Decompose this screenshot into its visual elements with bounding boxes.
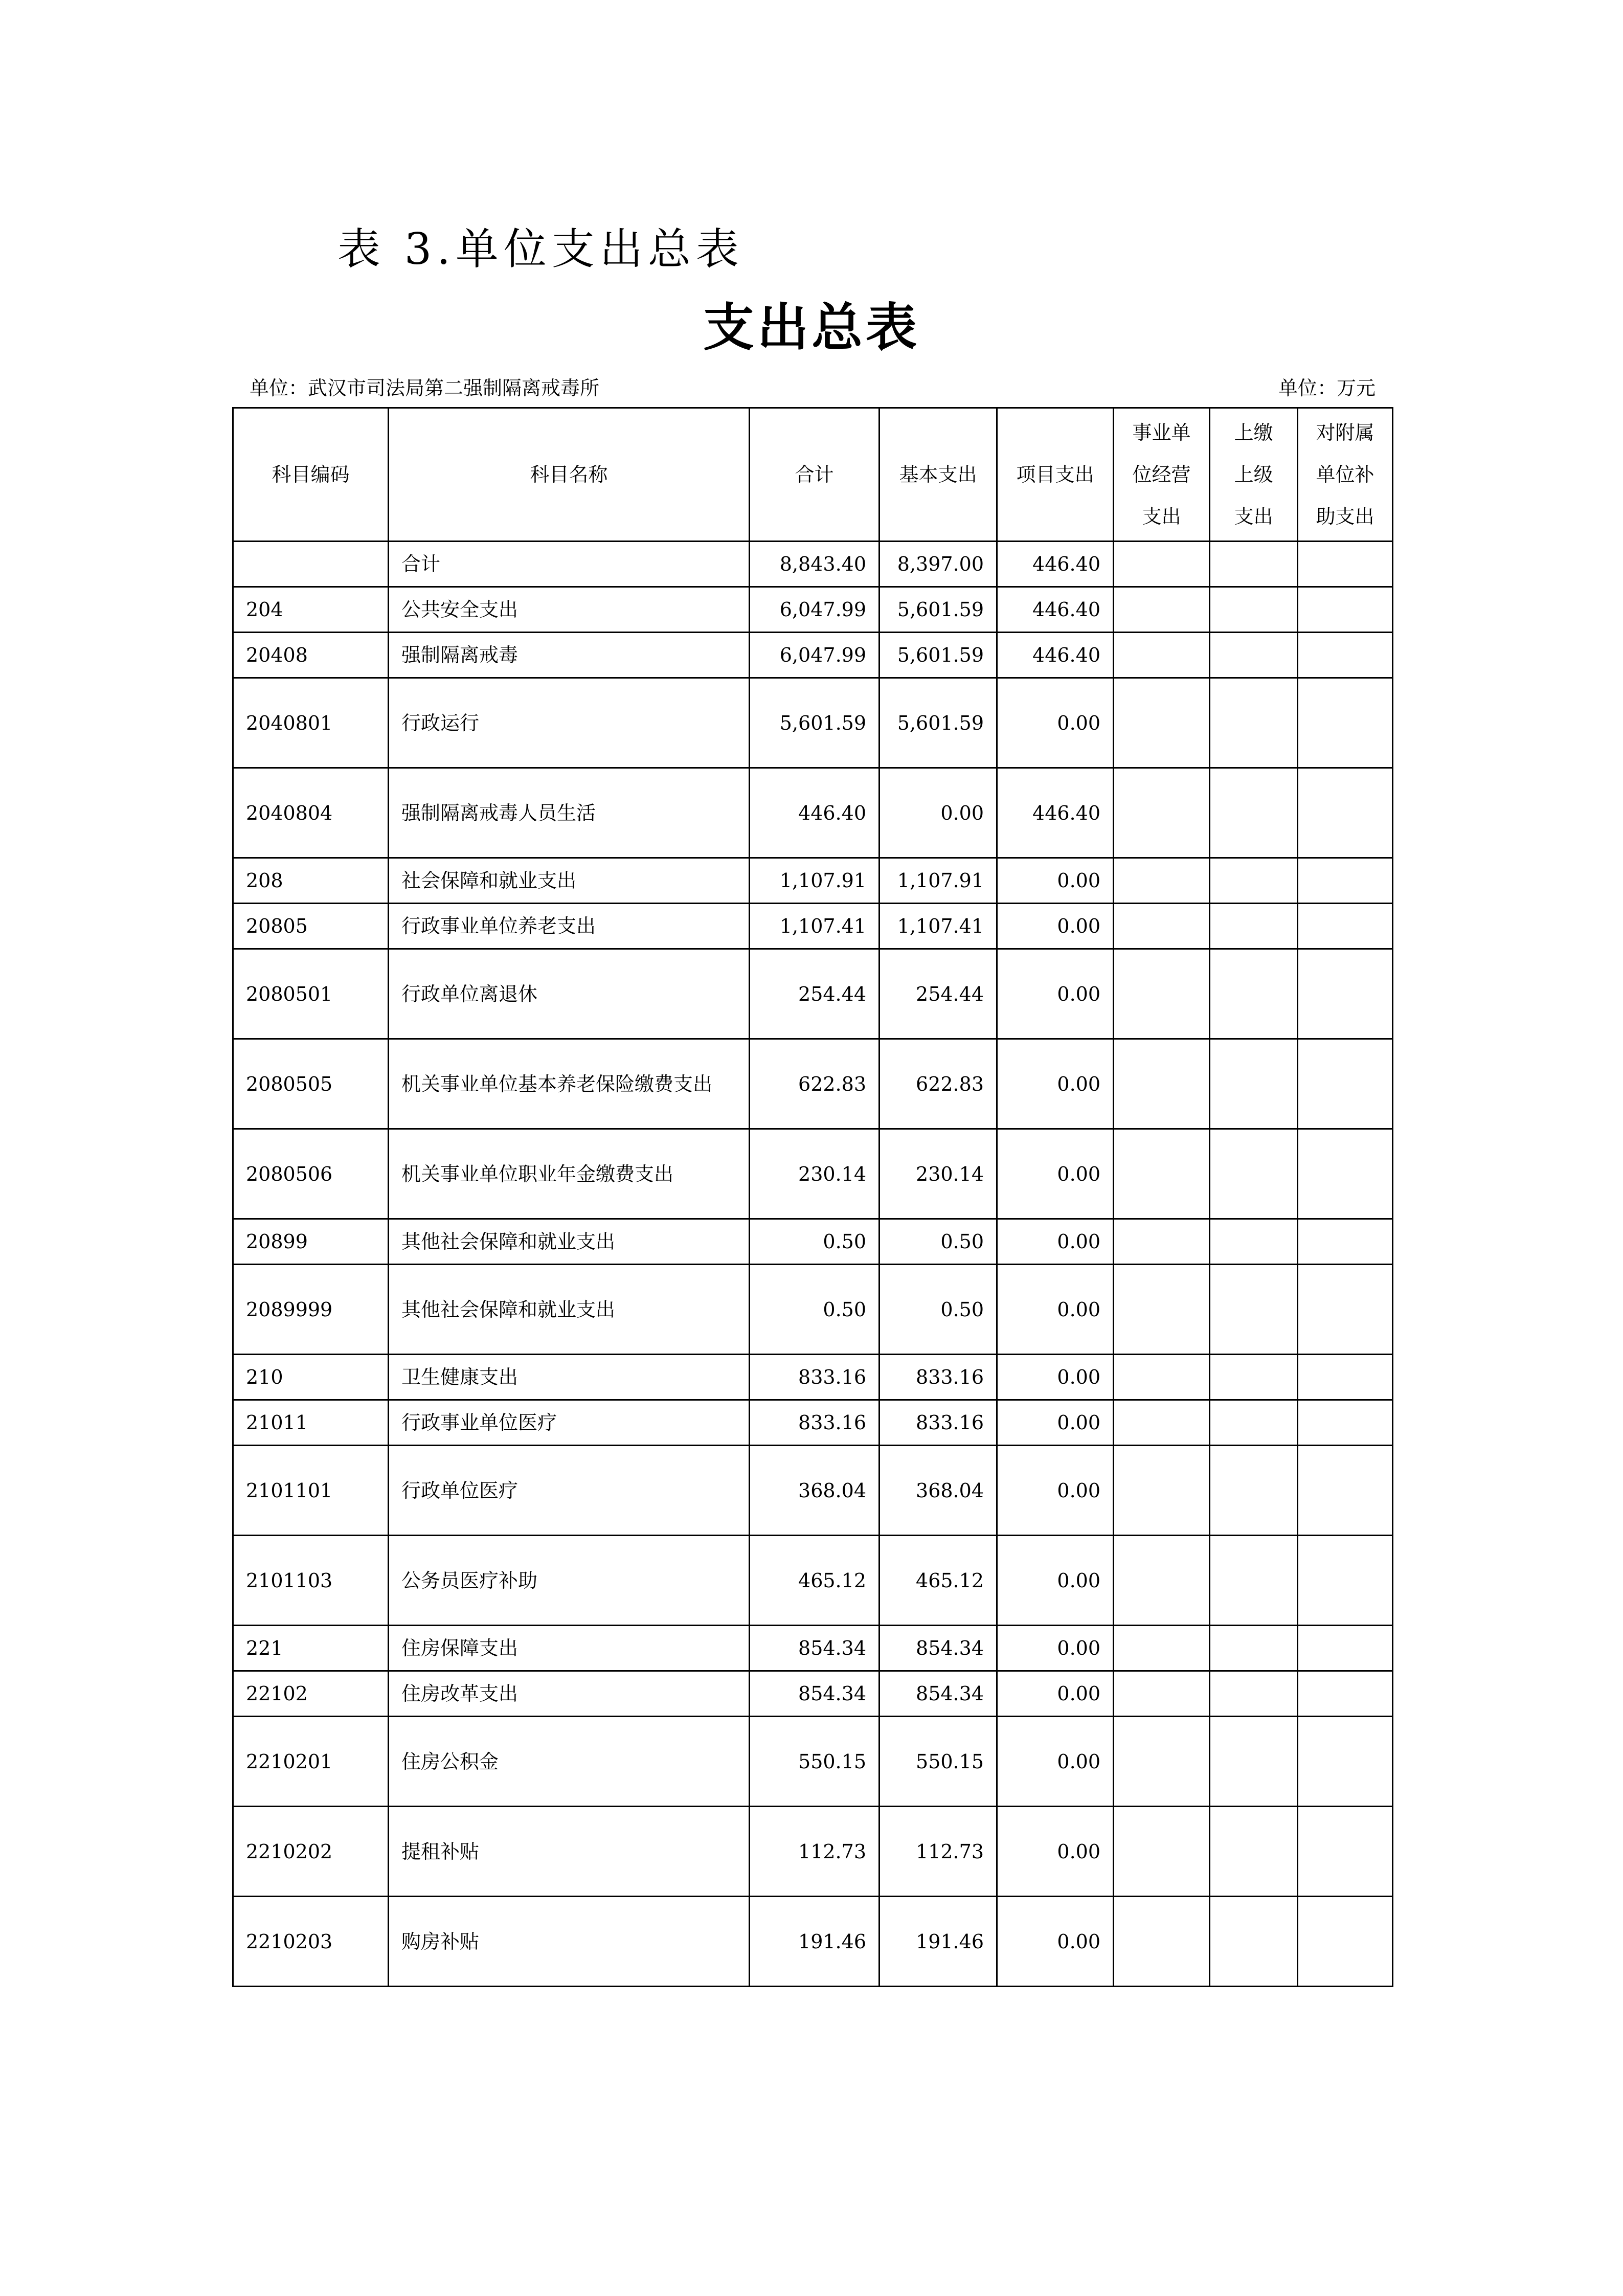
row-name: 行政事业单位医疗 xyxy=(389,1400,750,1446)
row-superior xyxy=(1210,1807,1298,1897)
row-code: 2210203 xyxy=(233,1897,389,1987)
row-basic: 368.04 xyxy=(880,1446,997,1536)
row-total: 230.14 xyxy=(750,1129,880,1219)
row-subsidiary xyxy=(1298,1807,1393,1897)
row-name: 住房公积金 xyxy=(389,1717,750,1807)
row-name: 公务员医疗补助 xyxy=(389,1536,750,1626)
header-business: 事业单 位经营 支出 xyxy=(1114,408,1210,542)
row-code: 2080505 xyxy=(233,1039,389,1129)
row-project: 0.00 xyxy=(997,1219,1114,1265)
row-code: 22102 xyxy=(233,1671,389,1717)
table-title: 支出总表 xyxy=(703,297,920,357)
row-code: 2080501 xyxy=(233,949,389,1039)
table-row xyxy=(233,1446,1393,1536)
row-code: 2040801 xyxy=(233,678,389,768)
table-row xyxy=(233,949,1393,1039)
row-total: 0.50 xyxy=(750,1219,880,1265)
row-business xyxy=(1114,858,1210,904)
row-total: 1,107.91 xyxy=(750,858,880,904)
table-row xyxy=(233,587,1393,633)
row-total: 550.15 xyxy=(750,1717,880,1807)
row-name: 公共安全支出 xyxy=(389,587,750,633)
row-name: 行政事业单位养老支出 xyxy=(389,904,750,949)
row-superior xyxy=(1210,768,1298,858)
row-total: 112.73 xyxy=(750,1807,880,1897)
row-name: 行政单位医疗 xyxy=(389,1446,750,1536)
row-total: 446.40 xyxy=(750,768,880,858)
header-superior: 上缴 上级 支出 xyxy=(1210,408,1298,542)
row-total: 191.46 xyxy=(750,1897,880,1987)
row-business xyxy=(1114,1626,1210,1671)
row-superior xyxy=(1210,1446,1298,1536)
row-superior xyxy=(1210,858,1298,904)
row-subsidiary xyxy=(1298,587,1393,633)
row-code: 2210202 xyxy=(233,1807,389,1897)
row-business xyxy=(1114,768,1210,858)
row-business xyxy=(1114,1355,1210,1400)
table-row xyxy=(233,1400,1393,1446)
row-project: 0.00 xyxy=(997,1536,1114,1626)
table-row xyxy=(233,1536,1393,1626)
row-code: 20805 xyxy=(233,904,389,949)
row-basic: 833.16 xyxy=(880,1355,997,1400)
row-project: 0.00 xyxy=(997,1355,1114,1400)
row-subsidiary xyxy=(1298,858,1393,904)
row-basic: 465.12 xyxy=(880,1536,997,1626)
row-project: 446.40 xyxy=(997,633,1114,678)
row-business xyxy=(1114,949,1210,1039)
row-subsidiary xyxy=(1298,1717,1393,1807)
table-row xyxy=(233,1219,1393,1265)
row-business xyxy=(1114,1897,1210,1987)
table-row xyxy=(233,542,1393,587)
table-row xyxy=(233,1355,1393,1400)
row-subsidiary xyxy=(1298,949,1393,1039)
row-basic: 833.16 xyxy=(880,1400,997,1446)
row-superior xyxy=(1210,1265,1298,1355)
row-project: 0.00 xyxy=(997,1717,1114,1807)
header-basic: 基本支出 xyxy=(880,408,997,542)
row-superior xyxy=(1210,1355,1298,1400)
row-code: 2040804 xyxy=(233,768,389,858)
row-total: 854.34 xyxy=(750,1626,880,1671)
header-code: 科目编码 xyxy=(233,408,389,542)
table-header-row xyxy=(233,408,1393,542)
row-project: 0.00 xyxy=(997,1446,1114,1536)
row-total: 5,601.59 xyxy=(750,678,880,768)
row-code: 2089999 xyxy=(233,1265,389,1355)
row-basic: 550.15 xyxy=(880,1717,997,1807)
row-superior xyxy=(1210,1129,1298,1219)
row-code xyxy=(233,542,389,587)
row-subsidiary xyxy=(1298,542,1393,587)
row-business xyxy=(1114,1717,1210,1807)
row-project: 0.00 xyxy=(997,1626,1114,1671)
table-row xyxy=(233,678,1393,768)
row-subsidiary xyxy=(1298,678,1393,768)
row-total: 833.16 xyxy=(750,1400,880,1446)
row-basic: 230.14 xyxy=(880,1129,997,1219)
row-name: 行政单位离退休 xyxy=(389,949,750,1039)
row-basic: 0.50 xyxy=(880,1265,997,1355)
row-subsidiary xyxy=(1298,904,1393,949)
row-business xyxy=(1114,542,1210,587)
row-basic: 0.50 xyxy=(880,1219,997,1265)
row-business xyxy=(1114,1446,1210,1536)
table-row xyxy=(233,1039,1393,1129)
row-code: 21011 xyxy=(233,1400,389,1446)
row-business xyxy=(1114,1807,1210,1897)
document-title: 表 3.单位支出总表 xyxy=(337,224,744,274)
row-total: 854.34 xyxy=(750,1671,880,1717)
row-code: 204 xyxy=(233,587,389,633)
row-superior xyxy=(1210,1400,1298,1446)
row-code: 20899 xyxy=(233,1219,389,1265)
row-superior xyxy=(1210,587,1298,633)
row-superior xyxy=(1210,542,1298,587)
row-name: 住房改革支出 xyxy=(389,1671,750,1717)
row-project: 446.40 xyxy=(997,768,1114,858)
table-row xyxy=(233,1897,1393,1987)
row-name: 机关事业单位基本养老保险缴费支出 xyxy=(389,1039,750,1129)
row-subsidiary xyxy=(1298,768,1393,858)
row-project: 0.00 xyxy=(997,1265,1114,1355)
expenditure-table xyxy=(232,407,1393,1987)
row-code: 2101103 xyxy=(233,1536,389,1626)
header-total: 合计 xyxy=(750,408,880,542)
currency-unit-label: 单位：万元 xyxy=(1278,377,1376,399)
row-subsidiary xyxy=(1298,1129,1393,1219)
row-superior xyxy=(1210,904,1298,949)
row-name: 强制隔离戒毒人员生活 xyxy=(389,768,750,858)
row-business xyxy=(1114,1129,1210,1219)
row-basic: 5,601.59 xyxy=(880,633,997,678)
row-superior xyxy=(1210,678,1298,768)
row-business xyxy=(1114,678,1210,768)
row-subsidiary xyxy=(1298,633,1393,678)
row-business xyxy=(1114,1400,1210,1446)
row-total: 0.50 xyxy=(750,1265,880,1355)
row-business xyxy=(1114,1671,1210,1717)
row-business xyxy=(1114,633,1210,678)
row-basic: 5,601.59 xyxy=(880,678,997,768)
row-project: 0.00 xyxy=(997,1400,1114,1446)
row-subsidiary xyxy=(1298,1039,1393,1129)
row-code: 221 xyxy=(233,1626,389,1671)
row-code: 208 xyxy=(233,858,389,904)
row-subsidiary xyxy=(1298,1446,1393,1536)
row-superior xyxy=(1210,1039,1298,1129)
row-project: 0.00 xyxy=(997,904,1114,949)
row-total: 6,047.99 xyxy=(750,633,880,678)
row-name: 合计 xyxy=(389,542,750,587)
row-basic: 191.46 xyxy=(880,1897,997,1987)
row-superior xyxy=(1210,949,1298,1039)
table-row xyxy=(233,1717,1393,1807)
row-subsidiary xyxy=(1298,1671,1393,1717)
row-project: 0.00 xyxy=(997,678,1114,768)
row-subsidiary xyxy=(1298,1536,1393,1626)
row-project: 0.00 xyxy=(997,1897,1114,1987)
row-subsidiary xyxy=(1298,1897,1393,1987)
row-basic: 1,107.41 xyxy=(880,904,997,949)
row-code: 20408 xyxy=(233,633,389,678)
row-superior xyxy=(1210,633,1298,678)
row-project: 0.00 xyxy=(997,1807,1114,1897)
row-name: 提租补贴 xyxy=(389,1807,750,1897)
row-name: 购房补贴 xyxy=(389,1897,750,1987)
row-basic: 1,107.91 xyxy=(880,858,997,904)
row-total: 254.44 xyxy=(750,949,880,1039)
row-business xyxy=(1114,1039,1210,1129)
row-project: 0.00 xyxy=(997,858,1114,904)
header-project: 项目支出 xyxy=(997,408,1114,542)
table-row xyxy=(233,768,1393,858)
row-subsidiary xyxy=(1298,1219,1393,1265)
row-name: 卫生健康支出 xyxy=(389,1355,750,1400)
row-basic: 854.34 xyxy=(880,1671,997,1717)
row-superior xyxy=(1210,1626,1298,1671)
table-row xyxy=(233,1671,1393,1717)
row-basic: 5,601.59 xyxy=(880,587,997,633)
table-row xyxy=(233,904,1393,949)
row-business xyxy=(1114,1219,1210,1265)
row-subsidiary xyxy=(1298,1400,1393,1446)
row-total: 8,843.40 xyxy=(750,542,880,587)
row-project: 0.00 xyxy=(997,1671,1114,1717)
row-subsidiary xyxy=(1298,1265,1393,1355)
row-name: 其他社会保障和就业支出 xyxy=(389,1219,750,1265)
row-superior xyxy=(1210,1671,1298,1717)
table-row xyxy=(233,1129,1393,1219)
row-name: 机关事业单位职业年金缴费支出 xyxy=(389,1129,750,1219)
table-row xyxy=(233,1807,1393,1897)
row-basic: 622.83 xyxy=(880,1039,997,1129)
row-name: 行政运行 xyxy=(389,678,750,768)
row-code: 210 xyxy=(233,1355,389,1400)
row-code: 2210201 xyxy=(233,1717,389,1807)
row-project: 446.40 xyxy=(997,587,1114,633)
row-business xyxy=(1114,1536,1210,1626)
unit-name-label: 单位：武汉市司法局第二强制隔离戒毒所 xyxy=(250,377,600,399)
row-superior xyxy=(1210,1717,1298,1807)
row-business xyxy=(1114,1265,1210,1355)
row-name: 强制隔离戒毒 xyxy=(389,633,750,678)
row-total: 6,047.99 xyxy=(750,587,880,633)
table-body xyxy=(233,542,1393,1987)
row-total: 368.04 xyxy=(750,1446,880,1536)
row-name: 社会保障和就业支出 xyxy=(389,858,750,904)
row-superior xyxy=(1210,1536,1298,1626)
row-basic: 854.34 xyxy=(880,1626,997,1671)
row-code: 2101101 xyxy=(233,1446,389,1536)
row-basic: 112.73 xyxy=(880,1807,997,1897)
row-basic: 0.00 xyxy=(880,768,997,858)
row-project: 0.00 xyxy=(997,1129,1114,1219)
row-total: 465.12 xyxy=(750,1536,880,1626)
row-total: 1,107.41 xyxy=(750,904,880,949)
row-project: 0.00 xyxy=(997,949,1114,1039)
row-superior xyxy=(1210,1897,1298,1987)
row-total: 833.16 xyxy=(750,1355,880,1400)
table-row xyxy=(233,1626,1393,1671)
row-subsidiary xyxy=(1298,1355,1393,1400)
header-subsidiary: 对附属 单位补 助支出 xyxy=(1298,408,1393,542)
row-total: 622.83 xyxy=(750,1039,880,1129)
table-row xyxy=(233,858,1393,904)
row-name: 其他社会保障和就业支出 xyxy=(389,1265,750,1355)
row-business xyxy=(1114,587,1210,633)
row-project: 0.00 xyxy=(997,1039,1114,1129)
table-row xyxy=(233,1265,1393,1355)
row-code: 2080506 xyxy=(233,1129,389,1219)
table-row xyxy=(233,633,1393,678)
row-basic: 254.44 xyxy=(880,949,997,1039)
row-name: 住房保障支出 xyxy=(389,1626,750,1671)
row-basic: 8,397.00 xyxy=(880,542,997,587)
header-name: 科目名称 xyxy=(389,408,750,542)
row-business xyxy=(1114,904,1210,949)
row-project: 446.40 xyxy=(997,542,1114,587)
row-subsidiary xyxy=(1298,1626,1393,1671)
row-superior xyxy=(1210,1219,1298,1265)
